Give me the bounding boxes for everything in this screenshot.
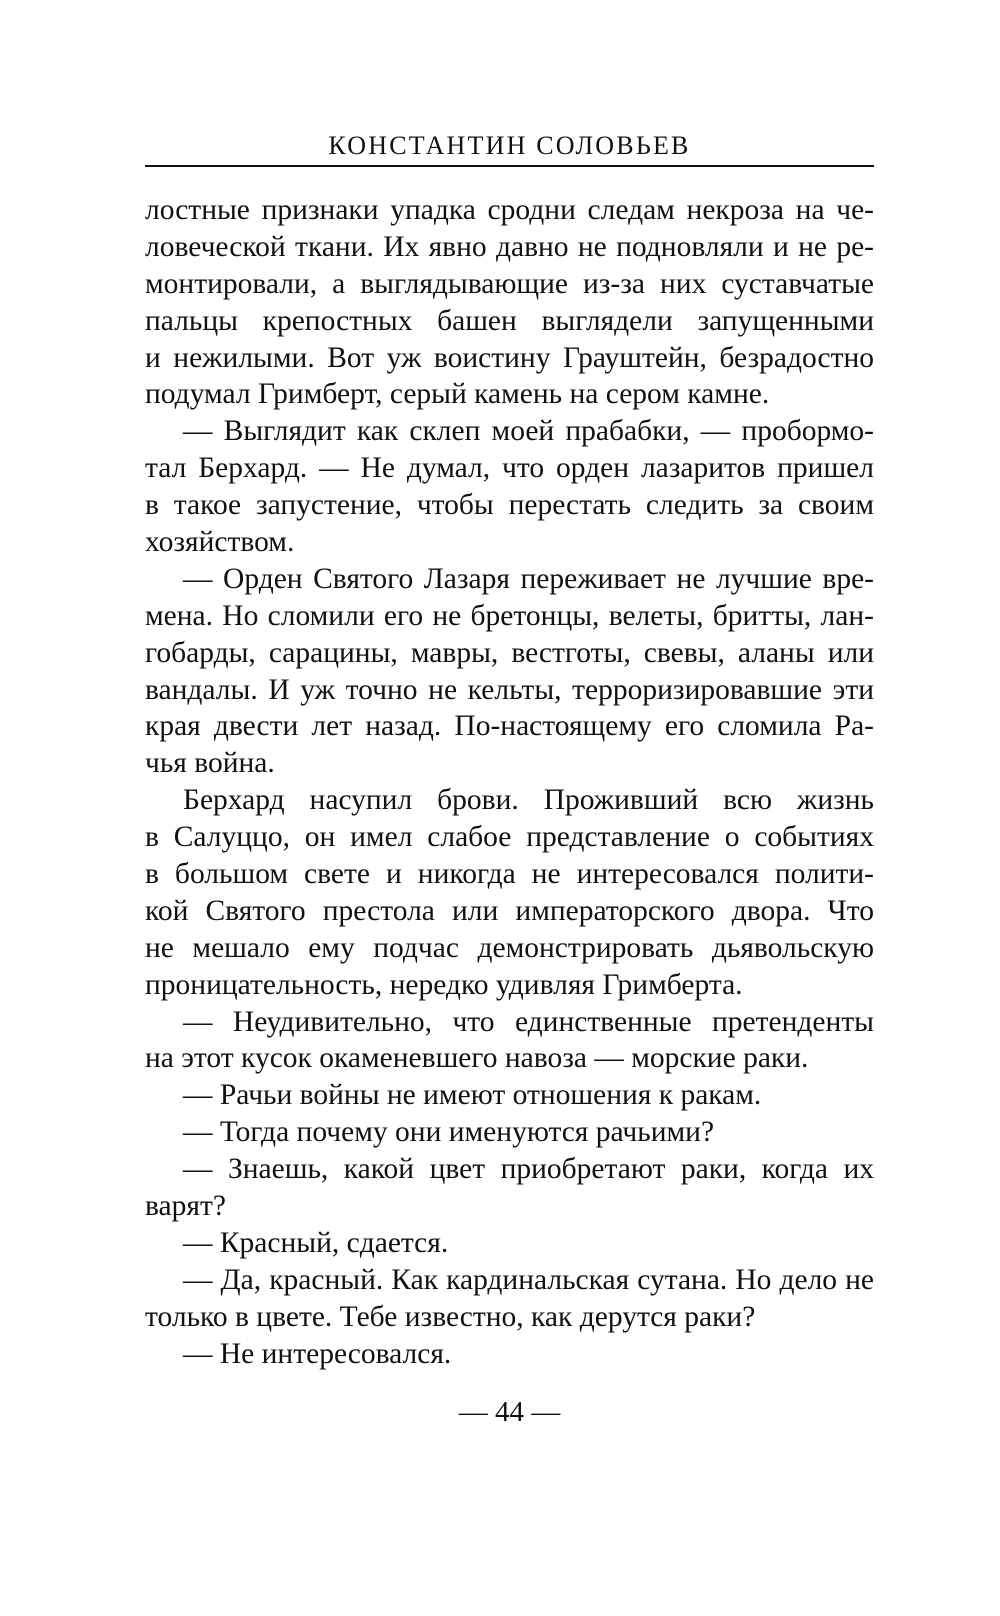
text-line: кой Святого престола или императорского двора. Что	[145, 894, 874, 927]
paragraph	[145, 1262, 874, 1336]
text-line: хозяйством.	[145, 526, 295, 559]
text-line: только в цвете. Тебе известно, как дерутся раки?	[145, 1300, 756, 1333]
text-line: ловеческой ткани. Их явно давно не подновляли и не ре-	[145, 230, 874, 263]
text-line: вандалы. И уж точно не кельты, терроризировавшие эти	[145, 673, 874, 706]
text-line: на этот кусок окаменевшего навоза — морские раки.	[145, 1042, 809, 1075]
text-line: в такое запустение, чтобы перестать следить за своим	[145, 489, 874, 522]
paragraph	[145, 1004, 874, 1078]
text-line: — Выглядит как склеп моей прабабки, — пробормо-	[183, 415, 874, 448]
text-line: Берхард насупил брови. Проживший всю жизнь	[183, 784, 874, 817]
paragraph	[145, 1151, 874, 1225]
text-line: тал Берхард. — Не думал, что орден лазаритов пришел	[145, 452, 874, 485]
text-line: в Салуццо, он имел слабое представление о событиях	[145, 821, 874, 854]
text-line: — Не интересовался.	[183, 1337, 452, 1370]
text-line: — Знаешь, какой цвет приобретают раки, когда их	[183, 1153, 874, 1186]
text-line: края двести лет назад. По-настоящему его сломила Ра-	[145, 710, 874, 743]
paragraph	[145, 1225, 874, 1262]
text-line: — Орден Святого Лазаря переживает не лучшие вре-	[183, 562, 874, 595]
paragraph	[145, 561, 874, 782]
text-line: — Рачьи войны не имеют отношения к ракам.	[183, 1079, 762, 1112]
text-line: варят?	[145, 1190, 226, 1223]
text-line: гобарды, сарацины, мавры, вестготы, свевы, аланы или	[145, 636, 874, 669]
paragraph	[145, 1336, 874, 1373]
text-line: монтировали, а выглядывающие из-за них суставчатые	[145, 267, 874, 300]
paragraph	[145, 782, 874, 1003]
paragraph	[145, 1077, 874, 1114]
text-line: — Да, красный. Как кардинальская сутана. Но дело не	[183, 1263, 874, 1296]
page-body	[145, 192, 874, 1373]
text-line: лостные признаки упадка сродни следам некроза на че-	[145, 194, 874, 226]
page-number: — 44 —	[458, 1396, 561, 1428]
text-line: — Красный, сдается.	[183, 1226, 449, 1259]
text-line: не мешало ему подчас демонстрировать дьявольскую	[145, 931, 874, 964]
text-line: в большом свете и никогда не интересовался полити-	[145, 858, 874, 891]
text-line: проницательность, нередко удивляя Гримберта.	[145, 968, 743, 1001]
paragraph	[145, 1114, 874, 1151]
paragraph	[145, 413, 874, 561]
header-rule	[145, 165, 874, 167]
text-line: подумал Гримберт, серый камень на сером камне.	[145, 378, 770, 411]
text-line: чья война.	[145, 747, 275, 780]
text-line: — Неудивительно, что единственные претенденты	[183, 1005, 874, 1038]
paragraph	[145, 192, 874, 413]
text-line: мена. Но сломили его не бретонцы, велеты, бритты, лан-	[145, 599, 874, 632]
text-line: пальцы крепостных башен выглядели запущенными	[145, 304, 874, 337]
text-line: и нежилыми. Вот уж воистину Грауштейн, безрадостно	[145, 341, 874, 374]
text-line: — Тогда почему они именуются рачьими?	[183, 1116, 715, 1149]
running-head-author: КОНСТАНТИН СОЛОВЬЕВ	[328, 131, 691, 160]
